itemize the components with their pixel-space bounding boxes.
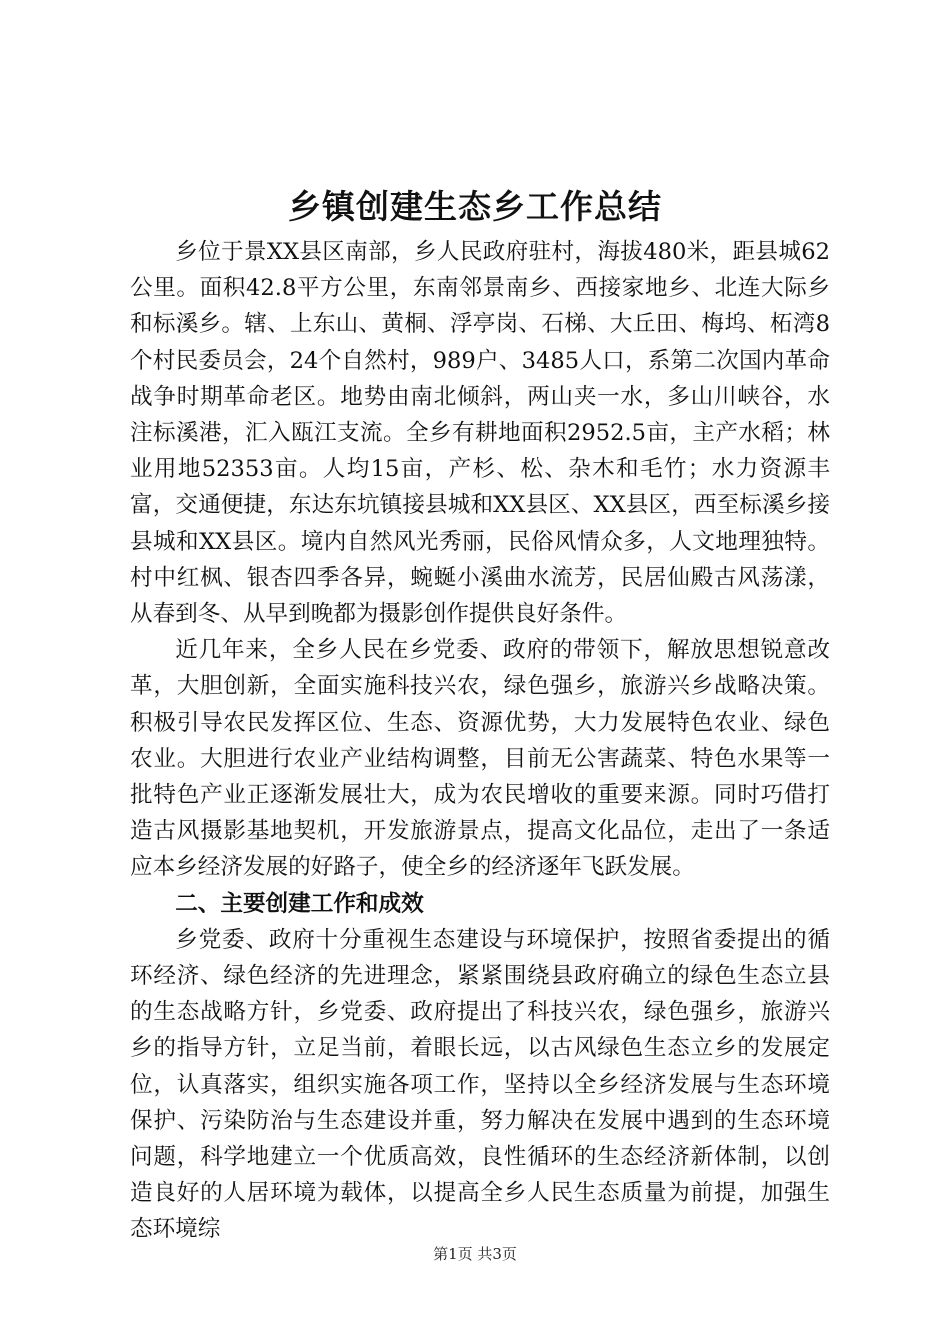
document-body [130, 234, 830, 1248]
paragraph-overview: 乡位于景XX县区南部，乡人民政府驻村，海拔480米，距县城62公里。面积42.8平方公里，东南邻景南乡、西接家地乡、北连大际乡和标溪乡。辖、上东山、黄桐、浮亭岗、石梯、大丘田、梅坞、柘湾8个村民委员会，24个自然村，989户、3485人口，系第二次国内革命战争时期革命老区。地势由南北倾斜，两山夹一水，多山川峡谷，水注标溪港，汇入瓯江支流。全乡有耕地面积2952.5亩，主产水稻；林业用地52353亩。人均15亩，产杉、松、杂木和毛竹；水力资源丰富，交通便捷，东达东坑镇接县城和XX县区、XX县区，西至标溪乡接县城和XX县区。境内自然风光秀丽，民俗风情众多，人文地理独特。村中红枫、银杏四季各异，蜿蜒小溪曲水流芳，民居仙殿古风荡漾，从春到冬、从早到晚都为摄影创作提供良好条件。 [130, 239, 830, 628]
page-footer: 第1页 共3页 [433, 1245, 517, 1263]
paragraph-development: 近几年来，全乡人民在乡党委、政府的带领下，解放思想锐意改革，大胆创新，全面实施科技兴农，绿色强乡，旅游兴乡战略决策。积极引导农民发挥区位、生态、资源优势，大力发展特色农业、绿色农业。大胆进行农业产业结构调整，目前无公害蔬菜、特色水果等一批特色产业正逐渐发展壮大，成为农民增收的重要来源。同时巧借打造古风摄影基地契机，开发旅游景点，提高文化品位，走出了一条适应本乡经济发展的好路子，使全乡的经济逐年飞跃发展。 [130, 637, 830, 881]
section-heading: 二、主要创建工作和成效 [175, 890, 424, 917]
document-title: 乡镇创建生态乡工作总结 [288, 187, 662, 226]
paragraph-section-work: 乡党委、政府十分重视生态建设与环境保护，按照省委提出的循环经济、绿色经济的先进理念，紧紧围绕县政府确立的绿色生态立县的生态战略方针，乡党委、政府提出了科技兴农，绿色强乡，旅游兴乡的指导方针，立足当前，着眼长远，以古风绿色生态立乡的发展定位，认真落实，组织实施各项工作，坚持以全乡经济发展与生态环境保护、污染防治与生态建设并重，努力解决在发展中遇到的生态环境问题，科学地建立一个优质高效，良性循环的生态经济新体制，以创造良好的人居环境为载体，以提高全乡人民生态质量为前提，加强生态环境综 [130, 926, 830, 1243]
